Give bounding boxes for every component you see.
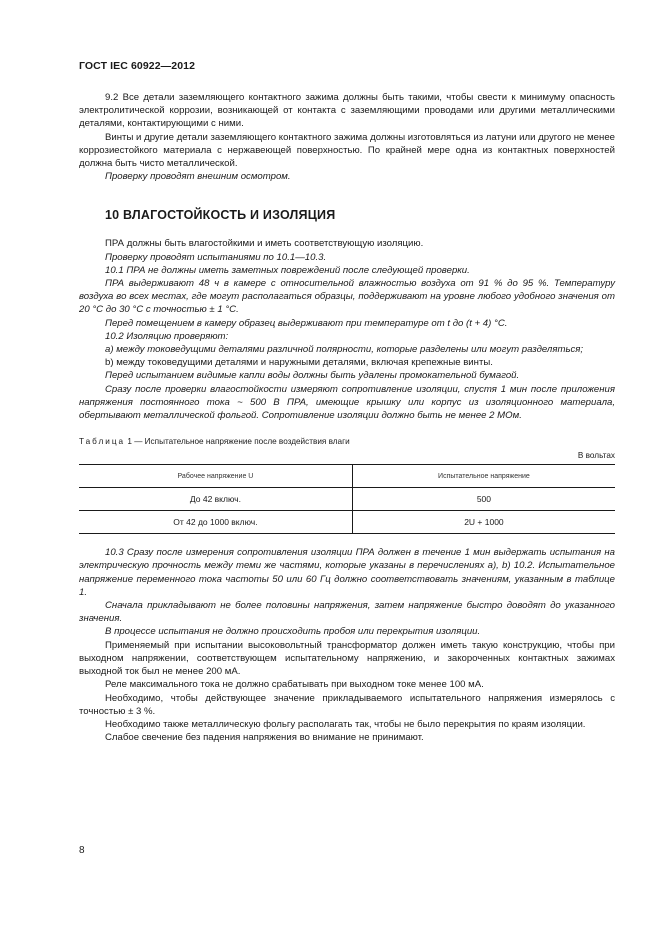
paragraph: Винты и другие детали заземляющего контактного зажима должны изготовляться из латуни или другого не менее коррозиестойкого материала с нержавеющей поверхностью. По крайней мере одна из контактных поверхностей должна быть чисто металлической. xyxy=(79,131,615,170)
paragraph: а) между токоведущими деталями различной полярности, которые разделены или могут разделяться; xyxy=(105,344,584,356)
paragraph: Применяемый при испытании высоковольтный трансформатор должен иметь такую конструкцию, чтобы при выходном напряжении, соответствующем испытательному напряжению, и закороченных контактных зажимах выходной ток был не менее 200 мА. xyxy=(79,639,615,678)
table-cell: От 42 до 1000 включ. xyxy=(79,511,352,534)
paragraph: Реле максимального тока не должно срабатывать при выходном токе менее 100 мА. xyxy=(105,679,484,691)
table-header-row xyxy=(79,465,615,488)
paragraph: Перед помещением в камеру образец выдерживают при температуре от t до (t + 4) °С. xyxy=(105,317,508,329)
paragraph: ПРА выдерживают 48 ч в камере с относительной влажностью воздуха от 91 % до 95 %. Температуру воздуха во всех местах, где могут располагаться образцы, поддерживают на уровне любого удобного значения от 20 °С до 30 °С с точностью ± 1 °С. xyxy=(79,278,615,316)
paragraph: Слабое свечение без падения напряжения во внимание не принимают. xyxy=(105,732,424,744)
paragraph: Сначала прикладывают не более половины напряжения, затем напряжение быстро доводят до указанного значения. xyxy=(79,600,615,625)
section-10-body xyxy=(79,237,615,422)
paragraph: b) между токоведущими деталями и наружными деталями, включая крепежные винты. xyxy=(105,357,493,369)
paragraph: 10.2 Изоляцию проверяют: xyxy=(105,330,229,342)
paragraph: Проверку проводят внешним осмотром. xyxy=(105,171,291,183)
table-cell: 2U + 1000 xyxy=(352,511,615,534)
table-caption-prefix: Таблица xyxy=(79,437,126,447)
clause-9-2 xyxy=(79,91,615,183)
document-header: ГОСТ IEC 60922—2012 xyxy=(79,60,196,72)
table-row xyxy=(79,488,615,511)
column-header-test-voltage: Испытательное напряжение xyxy=(352,465,615,488)
paragraph: 9.2 Все детали заземляющего контактного зажима должны быть такими, чтобы свести к минимуму опасность электролитической коррозии, возникающей от контакта с заземляющими проводами или другими металлическими деталями, контактирующими с ними. xyxy=(79,92,615,130)
table-cell: 500 xyxy=(352,488,615,511)
paragraph: 10.3 Сразу после измерения сопротивления изоляции ПРА должен в течение 1 мин выдержать испытания на электрическую прочность между теми же частями, которые указаны в перечислениях а), b) 10.2. Испытательное напряжение переменного тока частоты 50 или 60 Гц должно соответствовать значениям, указанным в таблице 1. xyxy=(79,547,615,598)
page-body xyxy=(79,91,615,744)
section-title: 10 ВЛАГОСТОЙКОСТЬ И ИЗОЛЯЦИЯ xyxy=(105,208,336,223)
column-header-working-voltage: Рабочее напряжение U xyxy=(79,465,352,488)
paragraph: В процессе испытания не должно происходить пробоя или перекрытия изоляции. xyxy=(105,626,481,638)
paragraph: Проверку проводят испытаниями по 10.1—10.3. xyxy=(105,251,327,263)
table-caption xyxy=(79,436,615,447)
paragraph: Перед испытанием видимые капли воды должны быть удалены промокательной бумагой. xyxy=(105,370,520,382)
page-number: 8 xyxy=(79,845,85,856)
clause-10-3 xyxy=(79,546,615,744)
table-cell: До 42 включ. xyxy=(79,488,352,511)
table-row xyxy=(79,511,615,534)
voltage-table xyxy=(79,464,615,534)
paragraph: Сразу после проверки влагостойкости измеряют сопротивление изоляции, спустя 1 мин после приложения напряжения постоянного тока ~ 500 В ПРА, имеющие крышку или корпус из изоляционного материала, обертывают металлической фольгой. Сопротивление изоляции должно быть не менее 2 МОм. xyxy=(79,383,615,422)
paragraph: ПРА должны быть влагостойкими и иметь соответствующую изоляцию. xyxy=(105,238,424,250)
table-units: В вольтах xyxy=(577,451,615,461)
paragraph: Необходимо, чтобы действующее значение прикладываемого испытательного напряжения измерялось с точностью ± 3 %. xyxy=(79,692,615,717)
paragraph: 10.1 ПРА не должны иметь заметных повреждений после следующей проверки. xyxy=(105,264,470,276)
table-caption-text: 1 — Испытательное напряжение после воздействия влаги xyxy=(125,437,350,447)
paragraph: Необходимо также металлическую фольгу располагать так, чтобы не было перекрытия по краям изоляции. xyxy=(105,718,586,730)
